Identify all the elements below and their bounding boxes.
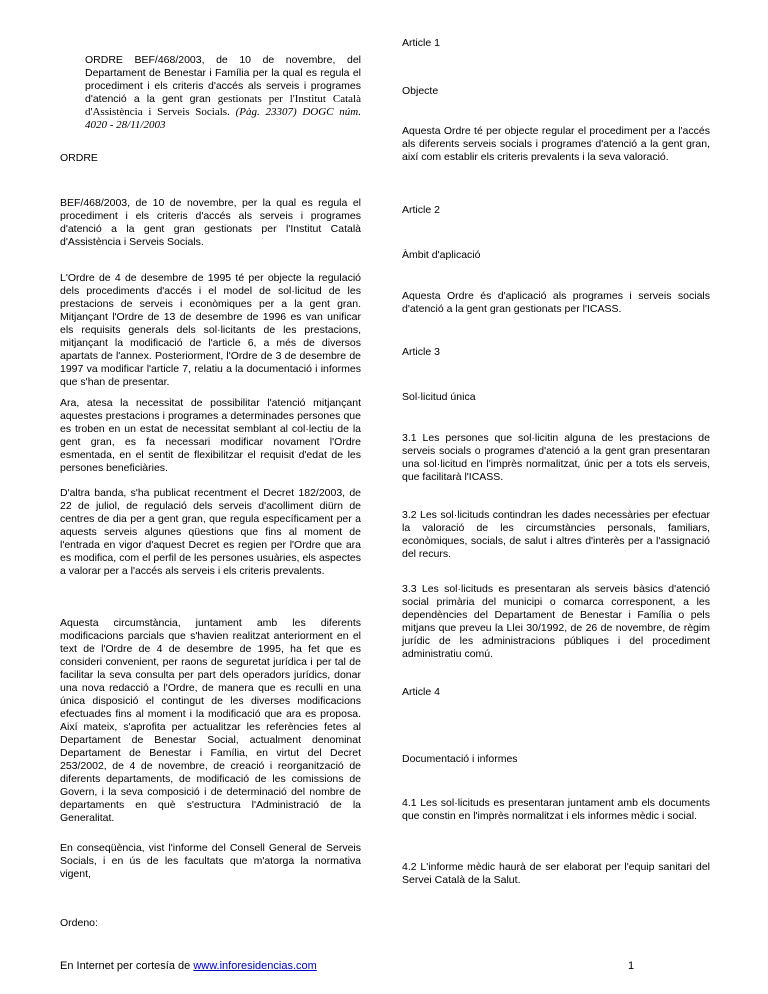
- preamble-paragraph-3: D'altra banda, s'ha publicat recentment el Decret 182/2003, de 22 de juliol, de regulació dels serveis d'acolliment diürn de centres de dia per a gent gran, que regula específicament per a aquests serveis algunes qüestions que fins al moment de l'entrada en vigor d'aquest Decret es regien per l'Ordre que ara es modifica, com el perfil de les persones usuàries, els aspectes a valorar per a l'accés als serveis i els criteris prevalents.: [60, 487, 361, 577]
- article3-paragraph-1: 3.1 Les persones que sol·licitin alguna de les prestacions de serveis socials o programes d'atenció a la gent gran presentaran una sol·licitud en l'imprès normalitzat, únic per a tots els serveis, que facilitarà l'ICASS.: [402, 432, 710, 483]
- intro-sans-text: ORDRE BEF/468/2003, de 10 de novembre, del Departament de Benestar i Família per la qual es regula el procediment i els criteris d'accés als serveis i programes d'atenció a la gent gran: [85, 54, 361, 105]
- preamble-paragraph-2: Ara, atesa la necessitat de possibilitar l'atenció mitjançant aquestes prestacions i programes a determinades persones que es troben en un estat de necessitat semblant al col·lectiu de la gent gran, es fa necessari modificar novament l'Ordre esmentada, en el sentit de flexibilitzar el requisit d'edat de les persones beneficiàries.: [60, 397, 361, 474]
- footer-credit-text: En Internet per cortesía de: [60, 960, 194, 972]
- article3-heading: Sol·licitud única: [402, 391, 476, 403]
- article2-title: Article 2: [402, 204, 440, 216]
- article4-title: Article 4: [402, 686, 440, 698]
- intro-paragraph: [85, 54, 361, 132]
- ordeno-label: Ordeno:: [60, 917, 98, 929]
- article1-heading: Objecte: [402, 85, 439, 97]
- order-heading: ORDRE: [60, 152, 98, 164]
- footer-credit-link[interactable]: www.inforesidencias.com: [193, 960, 317, 972]
- article3-title: Article 3: [402, 346, 440, 358]
- page-number: 1: [628, 960, 635, 972]
- article2-heading: Àmbit d'aplicació: [402, 249, 481, 261]
- article1-title: Article 1: [402, 37, 440, 49]
- article3-paragraph-2: 3.2 Les sol·licituds contindran les dades necessàries per efectuar la valoració de les circumstàncies personals, familiars, econòmiques, socials, de salut i altres d'interès per a l'assignació del recurs.: [402, 509, 710, 560]
- footer-credit: [60, 960, 317, 973]
- intro-serif-text: gestionats per l'Institut Català d'Assistència i Serveis Socials.: [85, 93, 361, 118]
- intro-reference-text: (Pàg. 23307) DOGC núm. 4020 - 28/11/2003: [85, 106, 361, 131]
- preamble-paragraph-1: L'Ordre de 4 de desembre de 1995 té per objecte la regulació dels procediments d'accés i el model de sol·licitud de les prestacions de serveis i econòmiques per a la gent gran. Mitjançant l'Ordre de 13 de desembre de 1996 es van unificar els requisits generals dels sol·licitants de les prestacions, mitjançant la modificació de l'article 6, a més de diversos apartats de l'annex. Posteriorment, l'Ordre de 3 de desembre de 1997 va modificar l'article 7, relatiu a la documentació i informes que s'han de presentar.: [60, 272, 361, 388]
- preamble-paragraph-4: Aquesta circumstància, juntament amb les diferents modificacions parcials que s'havien realitzat anteriorment en el text de l'Ordre de 4 de desembre de 1995, ha fet que es consideri convenient, per raons de seguretat jurídica i per tal de facilitar la seva consulta per part dels operadors jurídics, donar una nova redacció a l'Ordre, de manera que es reculli en una única disposició el contingut de les diverses modificacions efectuades fins al moment i la modificació que ara es proposa. Així mateix, s'aprofita per actualitzar les referències fetes al Departament de Benestar Social, actualment denominat Departament de Benestar i Família, en virtut del Decret 253/2002, de 4 de novembre, de creació i reorganització de diferents departaments, de modificació de les comissions de Govern, i la seva composició i de determinació del nombre de departaments en què s'estructura l'Administració de la Generalitat.: [60, 617, 361, 824]
- article4-heading: Documentació i informes: [402, 753, 518, 765]
- article1-text: Aquesta Ordre té per objecte regular el procediment per a l'accés als diferents serveis socials i programes d'atenció a la gent gran, així com establir els criteris prevalents i la seva valoració.: [402, 125, 710, 163]
- preamble-paragraph-5: En conseqüència, vist l'informe del Consell General de Serveis Socials, i en ús de les facultats que m'atorga la normativa vigent,: [60, 842, 361, 880]
- article4-paragraph-2: 4.2 L'informe mèdic haurà de ser elaborat per l'equip sanitari del Servei Català de la Salut.: [402, 861, 710, 886]
- article3-paragraph-3: 3.3 Les sol·licituds es presentaran als serveis bàsics d'atenció social primària del municipi o comarca corresponent, a les dependències del Departament de Benestar i Família o pels mitjans que preveu la Llei 30/1992, de 26 de novembre, de règim jurídic de les administracions públiques i del procediment administratiu comú.: [402, 583, 710, 660]
- order-subject-paragraph: BEF/468/2003, de 10 de novembre, per la qual es regula el procediment i els criteris d'accés als serveis i programes d'atenció a la gent gran gestionats per l'Institut Català d'Assistència i Serveis Socials.: [60, 197, 361, 248]
- article4-paragraph-1: 4.1 Les sol·licituds es presentaran juntament amb els documents que constin en l'imprès normalitzat i els informes mèdic i social.: [402, 797, 710, 822]
- article2-text: Aquesta Ordre és d'aplicació als programes i serveis socials d'atenció a la gent gran gestionats per l'ICASS.: [402, 290, 710, 315]
